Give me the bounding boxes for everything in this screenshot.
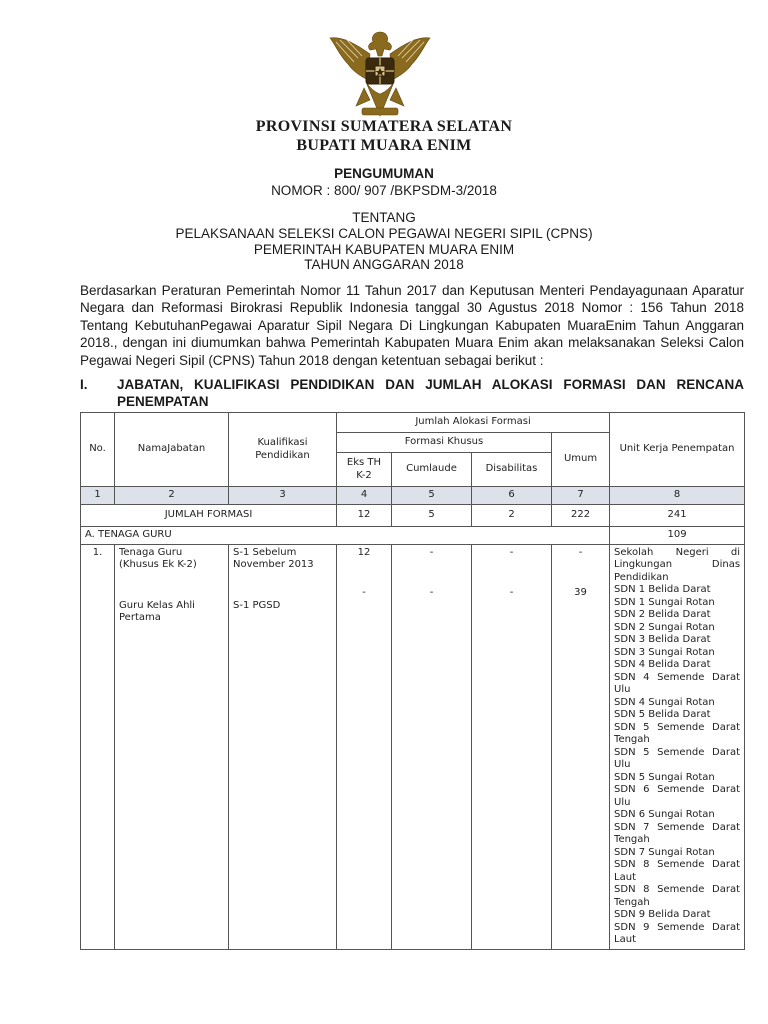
intro-paragraph: Berdasarkan Peraturan Pemerintah Nomor 11 Tahun 2017 dan Keputusan Menteri Pendayagunaan Aparatur Negara dan Reformasi Birokrasi Republik Indonesia tanggal 30 Agustus 2018 Nomor : 156 Tahun 2018 Tentang KebutuhanPegawai Aparatur Sipil Negara Di Lingkungan Kabupaten MuaraEnim Tahun Anggaran 2018., dengan ini diumumkan bahwa Pemerintah Kabupaten Muara Enim akan melaksanakan Seleksi Calon Pegawai Negeri Sipil (CPNS) Tahun 2018 dengan ketentuan sebagai berikut : [80, 283, 744, 368]
header-disabilitas: Disabilitas [472, 453, 552, 487]
header-unit: Unit Kerja Penempatan [610, 413, 745, 487]
formation-table [80, 412, 745, 950]
unit-item: SDN 5 Semende Darat Ulu [614, 746, 741, 770]
section-title: JABATAN, KUALIFIKASI PENDIDIKAN DAN JUMLAH ALOKASI FORMASI DAN RENCANA PENEMPATAN [117, 377, 744, 409]
disabilitas-b: - [509, 587, 514, 598]
unit-item: SDN 1 Belida Darat [614, 584, 711, 595]
index-cell: 4 [337, 487, 392, 505]
header-formasi-khusus: Formasi Khusus [337, 433, 552, 453]
unit-item: SDN 1 Sungai Rotan [614, 596, 715, 608]
unit-item: SDN 9 Belida Darat [614, 909, 711, 920]
kualifikasi-a: S-1 Sebelum November 2013 [233, 546, 314, 570]
total-all: 241 [610, 505, 745, 527]
jabatan-b: Guru Kelas Ahli Pertama [119, 599, 195, 623]
unit-item: Sekolah Negeri di Lingkungan Dinas Pendidikan [614, 546, 741, 583]
jabatan-a: Tenaga Guru (Khusus Ek K-2) [119, 546, 197, 570]
unit-item: SDN 4 Belida Darat [614, 659, 711, 670]
unit-item: SDN 3 Belida Darat [614, 634, 711, 645]
row-eks [337, 544, 392, 949]
unit-item: SDN 7 Semende Darat Tengah [614, 821, 741, 845]
row-units [610, 544, 745, 949]
header-eks: Eks TH K-2 [337, 453, 392, 487]
unit-item: SDN 8 Semende Darat Laut [614, 859, 741, 883]
total-umum: 222 [552, 505, 610, 527]
table-row [81, 544, 745, 949]
unit-item: SDN 5 Semende Darat Tengah [614, 721, 741, 745]
province-heading: PROVINSI SUMATERA SELATAN [255, 118, 513, 135]
row-umum [552, 544, 610, 949]
umum-a: - [578, 546, 583, 558]
unit-item: SDN 6 Sungai Rotan [614, 809, 715, 820]
about-label: TENTANG [352, 210, 416, 225]
total-label: JUMLAH FORMASI [81, 505, 337, 527]
subject-line: PEMERINTAH KABUPATEN MUARA ENIM [253, 242, 515, 257]
row-cumlaude [392, 544, 472, 949]
subject-line: TAHUN ANGGARAN 2018 [304, 257, 464, 272]
section-number: I. [80, 377, 88, 392]
umum-b: 39 [574, 587, 587, 598]
unit-item: SDN 4 Sungai Rotan [614, 696, 715, 708]
unit-item: SDN 2 Belida Darat [614, 609, 711, 620]
subject-line: PELAKSANAAN SELEKSI CALON PEGAWAI NEGERI SIPIL (CPNS) [175, 226, 593, 241]
group-total: 109 [610, 527, 745, 545]
row-kualifikasi [229, 544, 337, 949]
unit-item: SDN 5 Sungai Rotan [614, 771, 715, 783]
announcement-number: NOMOR : 800/ 907 /BKPSDM-3/2018 [271, 183, 497, 198]
unit-item: SDN 3 Sungai Rotan [614, 646, 715, 658]
header-alokasi: Jumlah Alokasi Formasi [337, 413, 610, 433]
cumlaude-b: - [429, 587, 434, 598]
index-cell: 6 [472, 487, 552, 505]
unit-item: SDN 8 Semende Darat Tengah [614, 884, 741, 908]
total-eks: 12 [337, 505, 392, 527]
header-no: No. [81, 413, 115, 487]
announcement-title: PENGUMUMAN [334, 166, 434, 181]
disabilitas-a: - [509, 546, 514, 558]
section-heading [80, 376, 744, 410]
index-cell: 2 [115, 487, 229, 505]
row-disabilitas [472, 544, 552, 949]
total-cumlaude: 5 [392, 505, 472, 527]
total-disabilitas: 2 [472, 505, 552, 527]
regent-heading: BUPATI MUARA ENIM [296, 137, 472, 154]
unit-item: SDN 4 Semende Darat Ulu [614, 671, 741, 695]
header-umum: Umum [552, 433, 610, 487]
kualifikasi-b: S-1 PGSD [233, 599, 281, 611]
header-kualifikasi: Kualifikasi Pendidikan [229, 413, 337, 487]
index-cell: 3 [229, 487, 337, 505]
header-cumlaude: Cumlaude [392, 453, 472, 487]
unit-item: SDN 6 Semende Darat Ulu [614, 784, 741, 808]
unit-item: SDN 7 Sungai Rotan [614, 846, 715, 858]
unit-item: SDN 5 Belida Darat [614, 709, 711, 720]
unit-item: SDN 2 Sungai Rotan [614, 621, 715, 633]
cumlaude-a: - [429, 546, 434, 558]
garuda-emblem-icon [326, 26, 434, 120]
index-cell: 7 [552, 487, 610, 505]
header-jabatan: NamaJabatan [115, 413, 229, 487]
eks-b: - [362, 587, 366, 598]
row-jabatan [115, 544, 229, 949]
eks-a: 12 [357, 546, 371, 558]
row-no: 1. [81, 544, 115, 949]
unit-item: SDN 9 Semende Darat Laut [614, 921, 741, 945]
index-cell: 1 [81, 487, 115, 505]
group-label: A. TENAGA GURU [81, 527, 610, 545]
index-cell: 8 [610, 487, 745, 505]
index-cell: 5 [392, 487, 472, 505]
